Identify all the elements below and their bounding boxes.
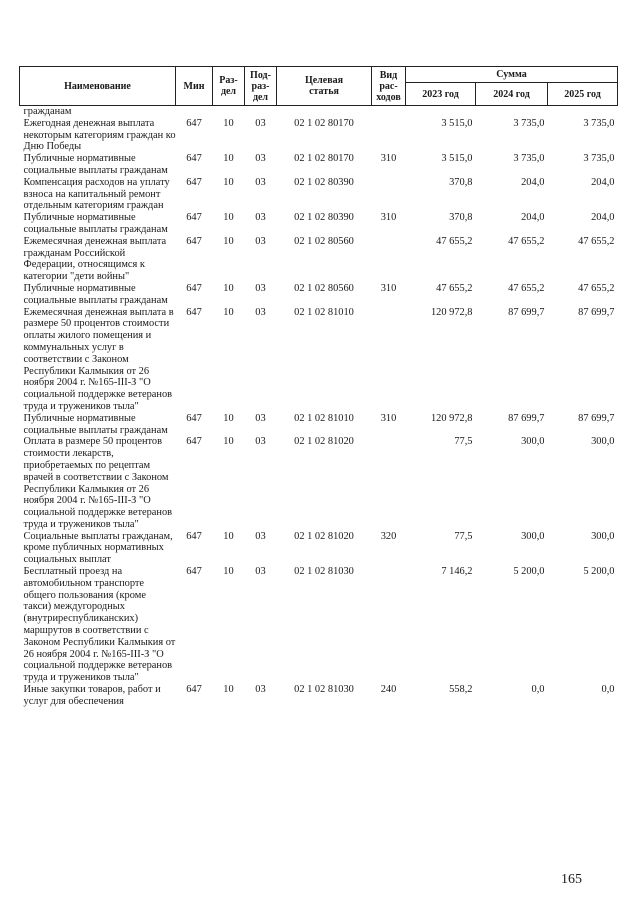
row-sum-2025: 87 699,7 xyxy=(578,412,615,424)
row-razdel: 10 xyxy=(223,530,234,542)
row-target: 02 1 02 80390 xyxy=(294,212,354,224)
row-vid xyxy=(372,236,406,283)
row-sum-2025: 5 200,0 xyxy=(583,566,615,578)
row-name: Оплата в размере 50 процентов стоимости лекарств, приобретаемых по рецептам врачей в соответствии с Законом Республики Калмыкия от 26 ноября 2004 г. №165-III-З "О социальной поддержке ветеранов труда и тружеников тыла" xyxy=(23,436,173,530)
row-target: 02 1 02 80560 xyxy=(294,282,354,294)
row-vid: 310 xyxy=(380,212,397,224)
row-podrazdel: 03 xyxy=(255,306,266,318)
row-target: 02 1 02 81020 xyxy=(294,530,354,542)
row-razdel: 10 xyxy=(223,306,234,318)
row-sum-2025: 204,0 xyxy=(591,212,615,224)
row-sum-2023: 370,8 xyxy=(449,176,473,188)
row-min: 647 xyxy=(186,412,202,424)
row-sum-2025: 0,0 xyxy=(601,684,615,696)
row-vid xyxy=(372,436,406,530)
row-name: Социальные выплаты гражданам, кроме публичных нормативных социальных выплат xyxy=(23,530,173,566)
row-vid: 310 xyxy=(380,153,397,165)
row-razdel: 10 xyxy=(223,436,234,448)
row-target xyxy=(277,106,372,118)
row-name: Публичные нормативные социальные выплаты гражданам xyxy=(23,153,168,176)
header-summa: Сумма xyxy=(406,67,618,83)
row-sum-2024: 0,0 xyxy=(531,684,545,696)
header-podrazdel: Под- раз- дел xyxy=(245,67,277,106)
row-sum-2023: 120 972,8 xyxy=(430,412,473,424)
row-sum-2023: 77,5 xyxy=(454,530,473,542)
row-name: Ежемесячная денежная выплата в размере 50 процентов стоимости оплаты жилого помещения и коммунальных услуг в соответствии с Законом Республики Калмыкия от 26 ноября 2004 г. №165-III-З "О социальной поддержке ветеранов труда и тружеников тыла" xyxy=(23,306,174,412)
row-target: 02 1 02 80170 xyxy=(294,117,354,129)
row-razdel: 10 xyxy=(223,235,234,247)
header-min: Мин xyxy=(176,67,213,106)
header-razdel: Раз- дел xyxy=(213,67,245,106)
row-podrazdel: 03 xyxy=(255,176,266,188)
row-razdel: 10 xyxy=(223,282,234,294)
row-sum-2024: 87 699,7 xyxy=(508,306,545,318)
row-sum-2023: 370,8 xyxy=(449,212,473,224)
row-name: гражданам xyxy=(23,106,72,117)
row-min: 647 xyxy=(186,566,202,578)
row-vid xyxy=(372,177,406,212)
row-name: Ежегодная денежная выплата некоторым категориям граждан ко Дню Победы xyxy=(23,117,176,153)
row-min: 647 xyxy=(186,117,202,129)
table-row xyxy=(20,177,618,212)
row-razdel: 10 xyxy=(223,212,234,224)
row-sum-2025: 47 655,2 xyxy=(578,282,615,294)
row-vid xyxy=(372,307,406,413)
row-vid: 240 xyxy=(380,684,397,696)
row-min: 647 xyxy=(186,436,202,448)
row-podrazdel: 03 xyxy=(255,282,266,294)
row-sum-2023: 3 515,0 xyxy=(441,117,473,129)
table-row xyxy=(20,531,618,566)
row-vid xyxy=(372,566,406,684)
row-sum-2024: 3 735,0 xyxy=(513,117,545,129)
row-sum-2025: 204,0 xyxy=(591,176,615,188)
row-sum-2023: 7 146,2 xyxy=(441,566,473,578)
row-sum-2023: 77,5 xyxy=(454,436,473,448)
row-name: Бесплатный проезд на автомобильном транспорте общего пользования (кроме такси) междугородных (внутриреспубликанских) маршрутов в соответствии с Законом Республики Калмыкия от 26 ноября 2004 г. №165-III-З "О социальной поддержке ветеранов труда и тружеников тыла" xyxy=(23,566,176,684)
row-podrazdel: 03 xyxy=(255,684,266,696)
row-sum-2024: 3 735,0 xyxy=(513,153,545,165)
row-razdel: 10 xyxy=(223,117,234,129)
header-year-2024: 2024 год xyxy=(476,83,548,106)
row-name: Компенсация расходов на уплату взноса на капитальный ремонт отдельным категориям граждан xyxy=(23,176,170,212)
row-sum-2025: 300,0 xyxy=(591,436,615,448)
row-sum-2025: 47 655,2 xyxy=(578,235,615,247)
row-sum-2024: 5 200,0 xyxy=(513,566,545,578)
row-sum-2023 xyxy=(406,106,476,118)
row-sum-2023: 120 972,8 xyxy=(430,306,473,318)
page-number: 165 xyxy=(561,872,582,887)
row-vid: 320 xyxy=(380,530,397,542)
row-min: 647 xyxy=(186,235,202,247)
row-target: 02 1 02 81030 xyxy=(294,684,354,696)
row-podrazdel xyxy=(245,106,277,118)
table-row xyxy=(20,283,618,307)
table-row xyxy=(20,413,618,437)
row-podrazdel: 03 xyxy=(255,436,266,448)
row-min: 647 xyxy=(186,684,202,696)
row-razdel: 10 xyxy=(223,153,234,165)
table-row xyxy=(20,684,618,708)
row-name: Публичные нормативные социальные выплаты гражданам xyxy=(23,212,168,235)
row-min: 647 xyxy=(186,530,202,542)
row-sum-2024: 87 699,7 xyxy=(508,412,545,424)
row-sum-2025 xyxy=(548,106,618,118)
row-sum-2025: 300,0 xyxy=(591,530,615,542)
table-row xyxy=(20,566,618,684)
table-row xyxy=(20,307,618,413)
row-razdel: 10 xyxy=(223,566,234,578)
header-year-2023: 2023 год xyxy=(406,83,476,106)
row-vid xyxy=(372,106,406,118)
row-vid: 310 xyxy=(380,412,397,424)
row-target: 02 1 02 81010 xyxy=(294,306,354,318)
table-row xyxy=(20,106,618,118)
header-vid: Вид рас- ходов xyxy=(372,67,406,106)
row-podrazdel: 03 xyxy=(255,530,266,542)
row-vid xyxy=(372,118,406,153)
row-sum-2024: 300,0 xyxy=(521,436,545,448)
row-podrazdel: 03 xyxy=(255,566,266,578)
table-row xyxy=(20,153,618,177)
row-target: 02 1 02 80560 xyxy=(294,235,354,247)
row-razdel xyxy=(213,106,245,118)
row-min: 647 xyxy=(186,282,202,294)
row-sum-2024: 47 655,2 xyxy=(508,235,545,247)
row-sum-2024: 204,0 xyxy=(521,212,545,224)
row-min: 647 xyxy=(186,212,202,224)
row-name: Иные закупки товаров, работ и услуг для обеспечения xyxy=(23,684,161,707)
row-podrazdel: 03 xyxy=(255,153,266,165)
row-sum-2024: 47 655,2 xyxy=(508,282,545,294)
row-sum-2023: 558,2 xyxy=(449,684,473,696)
budget-table xyxy=(19,66,618,708)
row-min xyxy=(176,106,213,118)
row-sum-2025: 87 699,7 xyxy=(578,306,615,318)
row-sum-2024: 300,0 xyxy=(521,530,545,542)
table-row xyxy=(20,236,618,283)
row-target: 02 1 02 80170 xyxy=(294,153,354,165)
row-podrazdel: 03 xyxy=(255,235,266,247)
row-vid: 310 xyxy=(380,282,397,294)
row-min: 647 xyxy=(186,306,202,318)
row-target: 02 1 02 80390 xyxy=(294,176,354,188)
row-name: Ежемесячная денежная выплата гражданам Российской Федерации, относящимся к категории "дети войны" xyxy=(23,235,167,283)
row-name: Публичные нормативные социальные выплаты гражданам xyxy=(23,282,168,306)
row-razdel: 10 xyxy=(223,176,234,188)
row-sum-2023: 47 655,2 xyxy=(436,282,473,294)
row-razdel: 10 xyxy=(223,684,234,696)
table-row xyxy=(20,436,618,530)
row-podrazdel: 03 xyxy=(255,412,266,424)
row-podrazdel: 03 xyxy=(255,212,266,224)
row-sum-2025: 3 735,0 xyxy=(583,117,615,129)
header-name: Наименование xyxy=(20,67,176,106)
row-podrazdel: 03 xyxy=(255,117,266,129)
table-row xyxy=(20,212,618,236)
row-razdel: 10 xyxy=(223,412,234,424)
row-sum-2023: 47 655,2 xyxy=(436,235,473,247)
header-target: Целевая статья xyxy=(277,67,372,106)
row-min: 647 xyxy=(186,153,202,165)
row-sum-2023: 3 515,0 xyxy=(441,153,473,165)
row-target: 02 1 02 81030 xyxy=(294,566,354,578)
row-sum-2024 xyxy=(476,106,548,118)
row-sum-2025: 3 735,0 xyxy=(583,153,615,165)
row-target: 02 1 02 81010 xyxy=(294,412,354,424)
header-year-2025: 2025 год xyxy=(548,83,618,106)
row-sum-2024: 204,0 xyxy=(521,176,545,188)
row-target: 02 1 02 81020 xyxy=(294,436,354,448)
row-name: Публичные нормативные социальные выплаты гражданам xyxy=(23,412,168,436)
table-row xyxy=(20,118,618,153)
row-min: 647 xyxy=(186,176,202,188)
